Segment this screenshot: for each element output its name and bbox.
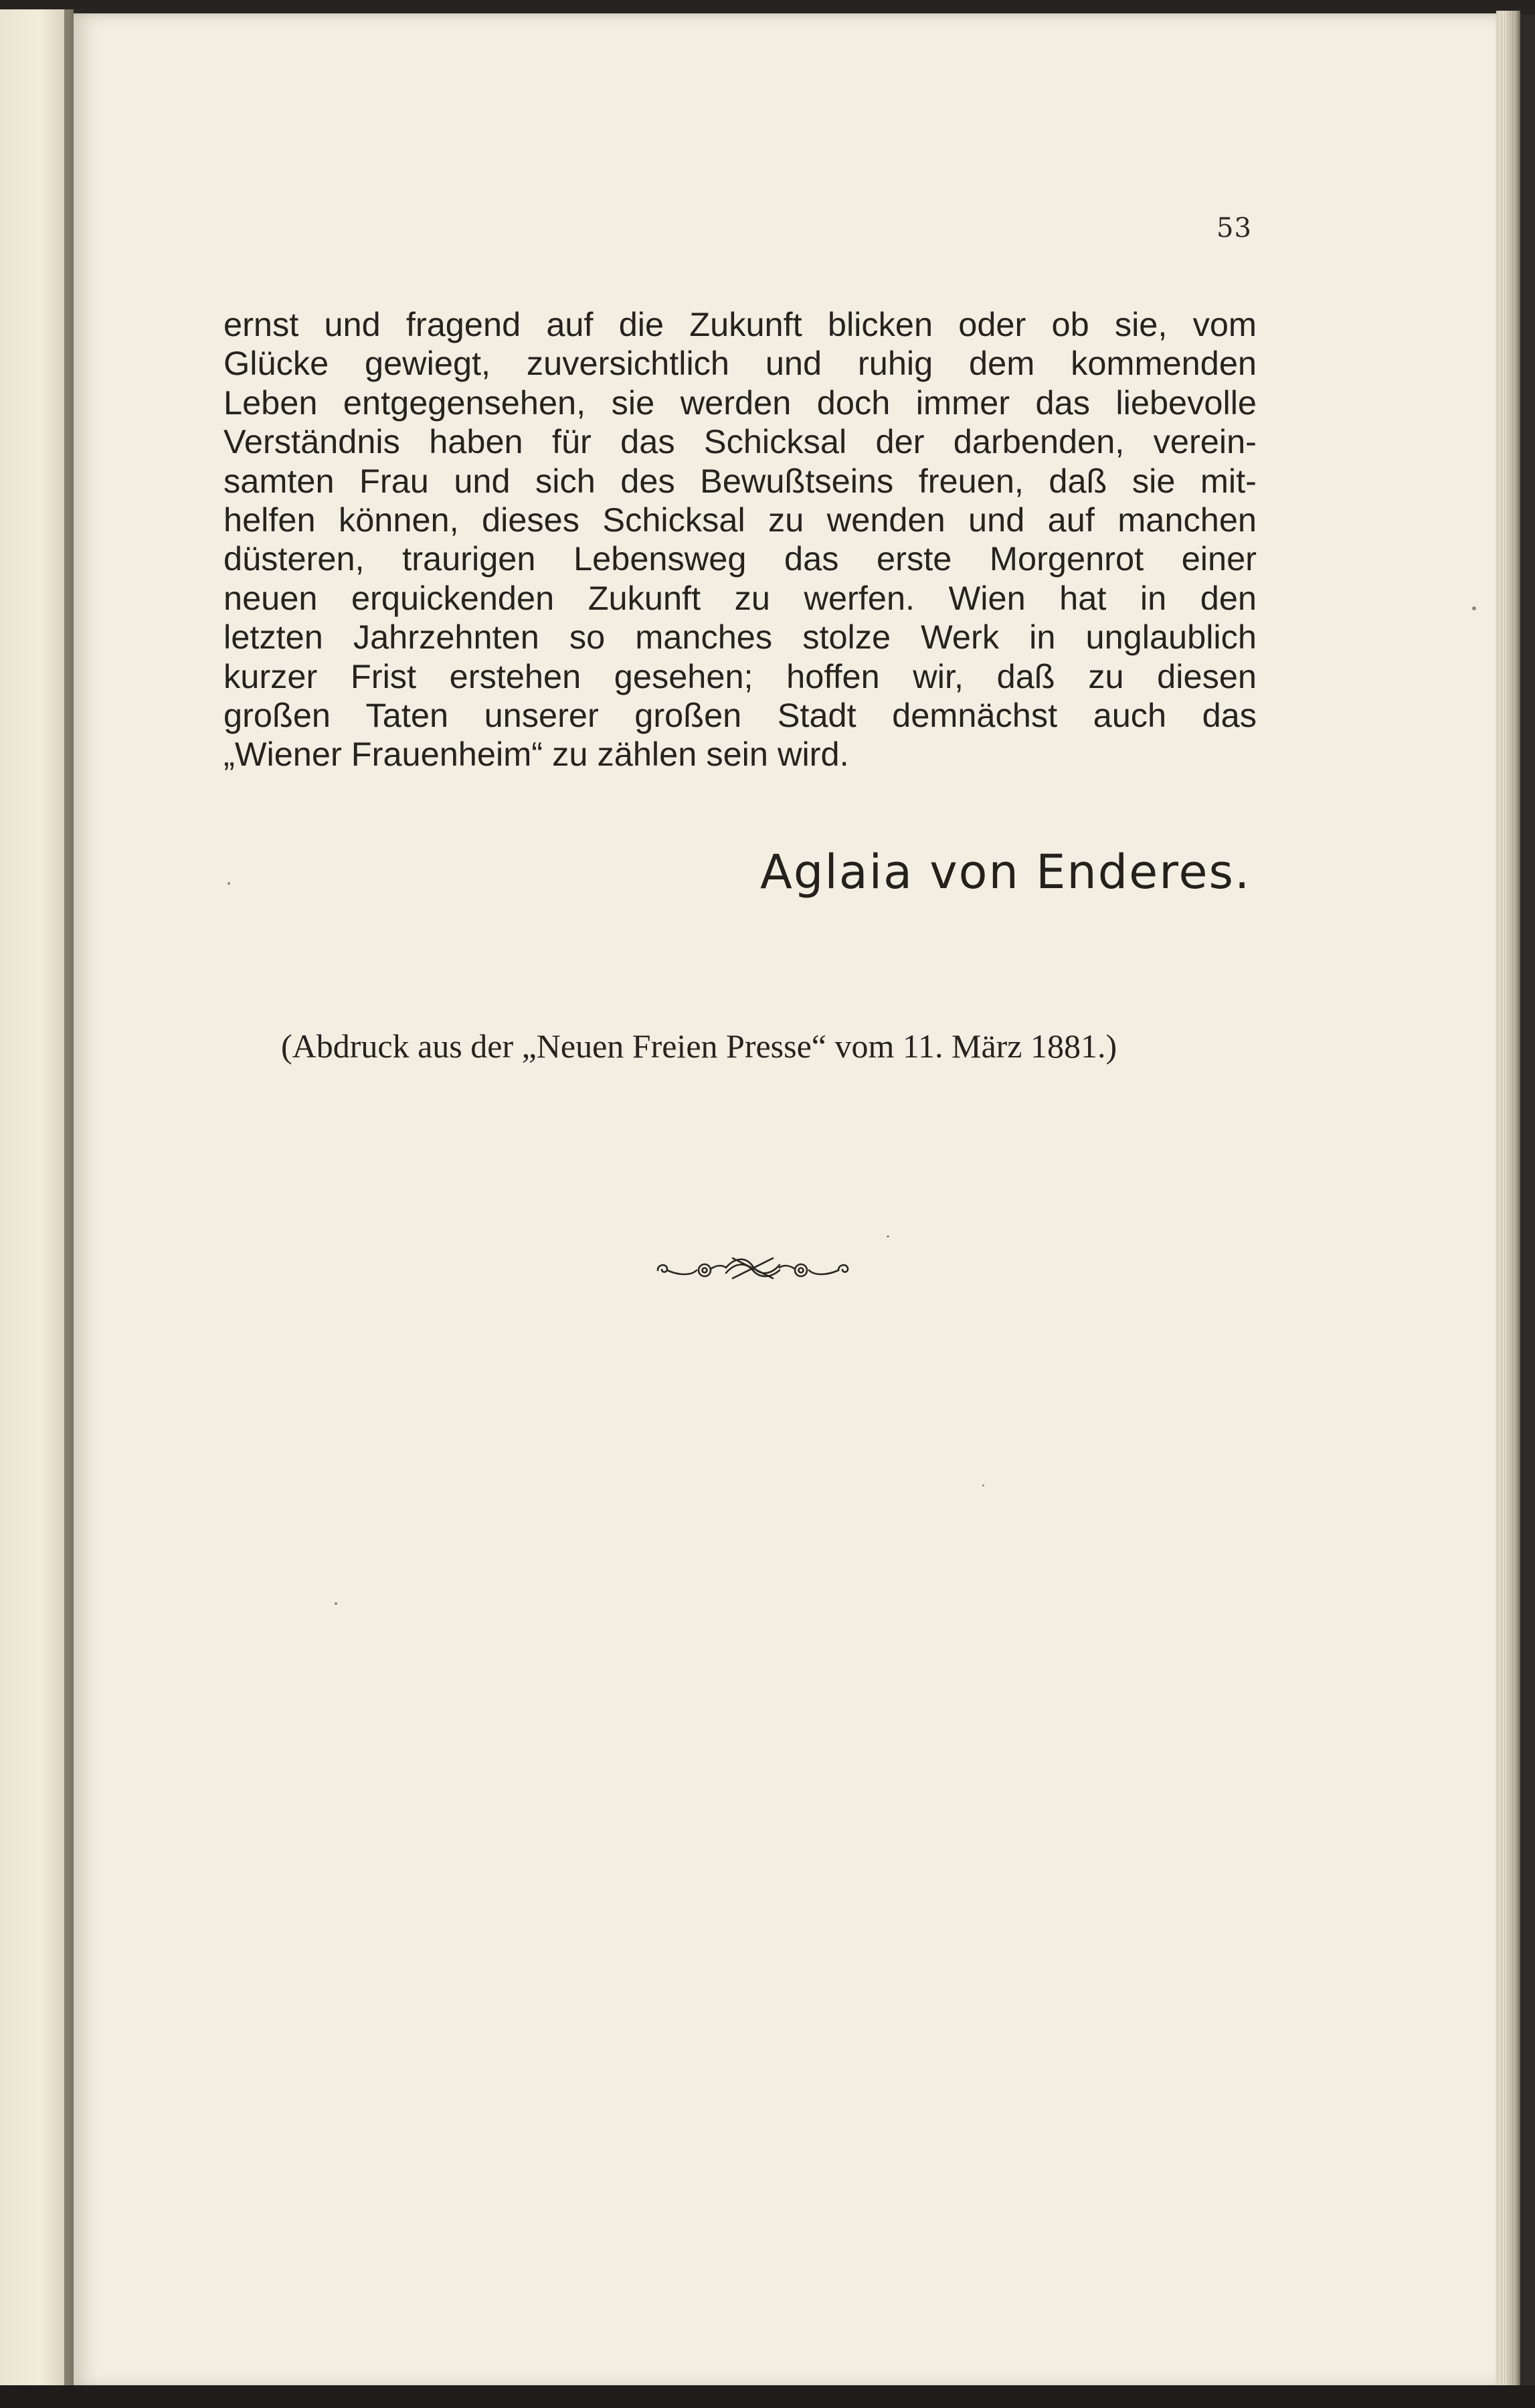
text-line: kurzer Frist erstehen gesehen; hoffen wir, daß zu diesen: [223, 657, 1257, 695]
text-line: großen Taten unserer großen Stadt demnächst auch das: [223, 696, 1257, 735]
text-line: letzten Jahrzehnten so manches stolze Werk in unglaublich: [223, 618, 1257, 657]
body-paragraph: [223, 305, 1257, 774]
page-number: 53: [1216, 213, 1252, 244]
text-line: „Wiener Frauenheim“ zu zählen sein wird.: [223, 735, 849, 774]
page-stack-lines: [1502, 11, 1514, 2391]
text-line: Leben entgegensehen, sie werden doch immer das liebevolle: [223, 383, 1257, 422]
scan-top-border: [0, 0, 1535, 15]
left-page-edge: [0, 9, 74, 2392]
scan-speck: [887, 1235, 889, 1237]
decorative-vignette-icon: [652, 1250, 853, 1286]
source-citation: (Abdruck aus der „Neuen Freien Presse“ vom 11. März 1881.): [281, 1027, 1117, 1065]
scan-speck: [335, 1602, 337, 1605]
text-line: samten Frau und sich des Bewußtseins freuen, daß sie mit-: [223, 461, 1257, 500]
scan-speck: [982, 1484, 984, 1486]
author-signature: Aglaia von Enderes.: [760, 845, 1251, 899]
text-line: helfen können, dieses Schicksal zu wenden und auf manchen: [223, 501, 1257, 539]
text-line: ernst und fragend auf die Zukunft blicken oder ob sie, vom: [223, 305, 1257, 343]
text-line: Glücke gewiegt, zuversichtlich und ruhig dem kommenden: [223, 344, 1257, 383]
text-line: neuen erquickenden Zukunft zu werfen. Wien hat in den: [223, 578, 1257, 617]
scan-speck: [1472, 606, 1476, 610]
scan-speck: [228, 882, 230, 885]
text-line: Verständnis haben für das Schicksal der darbenden, verein-: [223, 422, 1257, 461]
scan-bottom-border: [0, 2385, 1535, 2408]
text-line: düsteren, traurigen Lebensweg das erste Morgenrot einer: [223, 539, 1257, 578]
